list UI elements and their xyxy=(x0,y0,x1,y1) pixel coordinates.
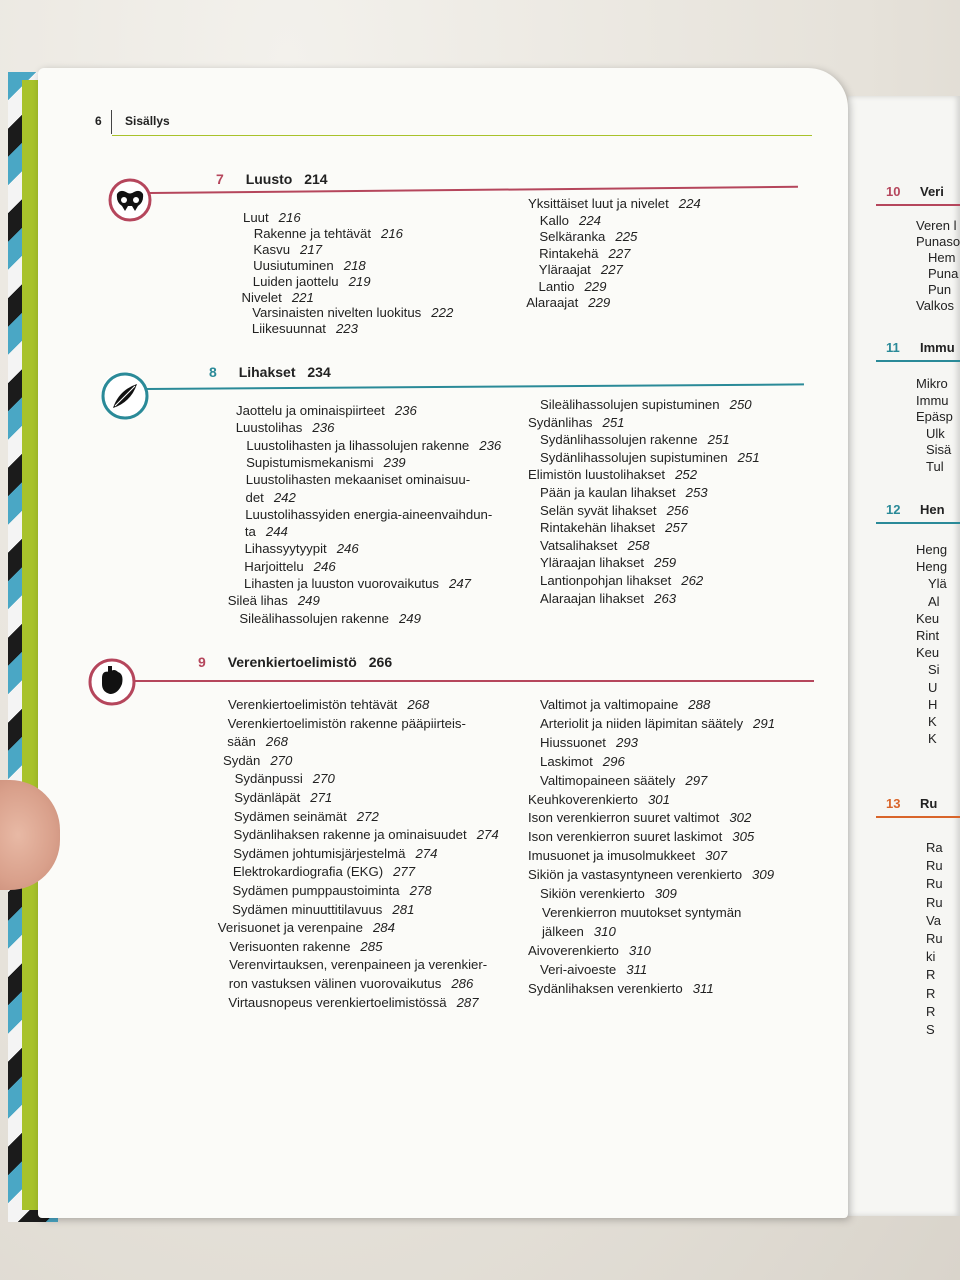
toc-entry-title: Rakenne ja tehtävät xyxy=(253,225,371,241)
chapter-7-title xyxy=(216,171,328,187)
toc-entry-title: Luustolihas xyxy=(235,420,303,436)
toc-entry-page: 272 xyxy=(356,808,379,824)
right-toc-entry: Rint xyxy=(916,628,940,643)
header-rule xyxy=(112,135,812,136)
right-toc-entry: Ulk xyxy=(926,425,945,441)
toc-entry-page: 285 xyxy=(360,938,383,954)
toc-entry xyxy=(242,290,314,305)
toc-entry-title: Harjoittelu xyxy=(244,558,304,574)
toc-entry-title: Yläraajan lihakset xyxy=(540,555,645,571)
toc-entry-title: ron vastuksen välinen vuorovaikutus xyxy=(228,976,442,991)
toc-entry xyxy=(228,697,429,712)
toc-entry-page: 247 xyxy=(449,576,472,591)
toc-entry-page: 252 xyxy=(675,467,698,483)
toc-entry-title: Sikiön verenkierto xyxy=(540,886,645,901)
toc-entry-title: Hiussuonet xyxy=(540,734,606,750)
heart-icon xyxy=(88,658,136,706)
right-chapter-number: 10 xyxy=(886,184,901,199)
toc-entry-page: 310 xyxy=(593,923,616,939)
toc-entry xyxy=(540,432,730,447)
toc-entry xyxy=(540,591,676,606)
toc-entry xyxy=(540,573,703,588)
toc-entry-page: 301 xyxy=(647,791,670,807)
toc-entry-page: 216 xyxy=(381,225,404,241)
toc-entry-page: 224 xyxy=(579,212,602,228)
toc-entry-title: Supistumismekanismi xyxy=(246,454,374,470)
toc-entry-page: 268 xyxy=(407,697,430,712)
toc-entry-page: 296 xyxy=(602,753,625,769)
right-chapter-number: 12 xyxy=(886,502,901,517)
toc-entry-page: 284 xyxy=(372,920,395,936)
toc-entry-page: 224 xyxy=(678,196,701,211)
page-header xyxy=(95,114,170,128)
right-toc-entry: Punaso xyxy=(916,234,960,249)
toc-entry-title: Imusuonet ja imusolmukkeet xyxy=(528,848,696,864)
toc-entry xyxy=(540,962,647,977)
toc-entry-title: Nivelet xyxy=(241,289,282,305)
toc-entry xyxy=(528,467,697,482)
toc-entry xyxy=(235,771,335,786)
toc-entry-page: 259 xyxy=(654,555,677,571)
right-chapter-rule xyxy=(876,360,960,362)
right-toc-entry: Pun xyxy=(928,282,952,297)
right-toc-entry: Tul xyxy=(926,458,944,474)
toc-entry xyxy=(528,829,754,844)
toc-entry xyxy=(540,716,775,731)
chapter-8-title xyxy=(209,364,331,380)
toc-entry xyxy=(540,450,760,465)
right-toc-entry: K xyxy=(928,731,937,747)
right-toc-entry: Hem xyxy=(928,250,956,265)
toc-entry xyxy=(540,773,707,788)
toc-entry xyxy=(229,939,382,954)
toc-entry-title: Sileälihassolujen supistuminen xyxy=(540,397,720,412)
contents-page xyxy=(38,68,848,1218)
toc-entry xyxy=(246,472,470,487)
right-chapter-rule xyxy=(876,204,960,206)
toc-entry xyxy=(254,226,403,241)
toc-entry xyxy=(228,716,466,731)
toc-entry-page: 236 xyxy=(312,420,335,436)
toc-entry-title: Varsinaisten nivelten luokitus xyxy=(252,305,422,321)
toc-entry xyxy=(239,611,421,626)
toc-entry-title: Luiden jaottelu xyxy=(252,273,339,289)
toc-entry xyxy=(540,886,677,901)
right-toc-entry: S xyxy=(926,1022,935,1037)
right-chapter-number: 11 xyxy=(886,340,900,355)
toc-entry-page: 227 xyxy=(608,245,631,261)
toc-entry-page: 311 xyxy=(626,961,648,977)
toc-entry-page: 251 xyxy=(602,414,625,430)
right-page xyxy=(848,96,960,1216)
toc-entry xyxy=(244,559,335,574)
toc-entry xyxy=(528,981,714,996)
toc-entry-page: 274 xyxy=(476,827,499,843)
toc-entry xyxy=(246,490,296,505)
chapter-9-title xyxy=(198,654,392,670)
toc-entry xyxy=(227,734,288,749)
toc-entry xyxy=(245,541,359,556)
toc-entry-title: Sydänlihassolujen supistuminen xyxy=(540,449,728,465)
toc-entry-title: Sikiön ja vastasyntyneen verenkierto xyxy=(528,867,743,883)
right-toc-entry: Ra xyxy=(926,840,943,855)
toc-entry xyxy=(528,792,670,807)
toc-entry-page: 263 xyxy=(654,590,677,606)
toc-entry-page: 281 xyxy=(392,901,415,917)
toc-entry xyxy=(246,455,406,470)
right-chapter-title: Ru xyxy=(920,796,938,811)
toc-entry-page: 305 xyxy=(732,829,755,845)
toc-entry-page: 262 xyxy=(681,573,704,588)
toc-entry-page: 293 xyxy=(615,734,638,750)
toc-entry xyxy=(542,905,741,920)
toc-entry xyxy=(542,924,616,939)
right-toc-entry: R xyxy=(926,1003,936,1019)
toc-entry xyxy=(223,753,292,768)
right-chapter-title: Veri xyxy=(920,184,944,199)
right-toc-entry: Valkos xyxy=(916,298,955,313)
toc-entry-page: 244 xyxy=(265,524,288,540)
toc-entry-page: 278 xyxy=(409,883,432,898)
toc-entry xyxy=(218,920,395,935)
right-toc-entry: H xyxy=(928,696,938,712)
toc-entry-page: 258 xyxy=(627,537,650,553)
toc-entry-title: det xyxy=(245,489,264,505)
toc-entry-page: 270 xyxy=(312,771,335,787)
toc-entry-title: Sileälihassolujen rakenne xyxy=(239,610,389,626)
toc-entry xyxy=(528,196,701,211)
right-toc-entry: Ru xyxy=(926,858,943,874)
toc-entry-page: 223 xyxy=(335,321,358,337)
right-toc-entry: Heng xyxy=(916,559,948,575)
right-toc-entry: Mikro xyxy=(916,376,948,391)
toc-entry-title: Uusiutuminen xyxy=(253,257,334,273)
toc-entry-page: 229 xyxy=(584,278,607,294)
right-toc-entry: Si xyxy=(928,662,940,678)
muscle-icon xyxy=(101,372,149,420)
toc-entry-title: Selkäranka xyxy=(539,229,606,244)
toc-entry-title: Lihasten ja luuston vuorovaikutus xyxy=(244,576,440,591)
toc-entry-title: Vatsalihakset xyxy=(540,537,618,553)
toc-entry-page: 297 xyxy=(685,772,708,788)
toc-entry-page: 221 xyxy=(291,289,314,305)
right-toc-entry: Sisä xyxy=(926,442,952,457)
toc-entry-title: Veri-aivoeste xyxy=(540,961,617,977)
right-chapter-number: 13 xyxy=(886,796,901,811)
toc-entry-title: Ison verenkierron suuret valtimot xyxy=(528,810,720,826)
toc-entry-page: 309 xyxy=(752,867,775,883)
toc-entry-page: 246 xyxy=(313,558,336,574)
toc-entry xyxy=(228,593,320,608)
toc-entry xyxy=(234,790,332,805)
toc-entry-title: Lihassyytyypit xyxy=(244,541,327,557)
toc-entry xyxy=(253,258,366,273)
toc-entry-title: Verenvirtauksen, verenpaineen ja verenkier- xyxy=(229,957,488,973)
toc-entry-page: 218 xyxy=(343,257,366,273)
right-toc-entry: Heng xyxy=(916,542,948,557)
toc-entry xyxy=(233,846,437,861)
toc-entry-title: jälkeen xyxy=(542,923,584,939)
toc-entry-page: 302 xyxy=(729,810,752,826)
toc-entry-title: Aivoverenkierto xyxy=(528,942,619,958)
toc-entry xyxy=(252,305,453,320)
right-toc-entry: Ru xyxy=(926,894,943,910)
toc-entry-title: Verisuonet ja verenpaine xyxy=(217,920,363,936)
right-toc-entry: Epäsp xyxy=(916,409,953,424)
right-toc-entry: K xyxy=(928,714,937,729)
toc-entry-page: 222 xyxy=(431,305,454,321)
toc-entry-title: Arteriolit ja niiden läpimitan säätely xyxy=(540,715,744,731)
toc-entry xyxy=(243,210,301,225)
toc-entry-title: Sydämen pumppaustoiminta xyxy=(232,883,400,898)
toc-entry-page: 219 xyxy=(348,273,371,289)
toc-entry-page: 217 xyxy=(300,241,323,257)
right-toc-entry: Ru xyxy=(926,931,943,946)
toc-entry-title: Luustolihasten ja lihassolujen rakenne xyxy=(246,437,470,453)
toc-entry xyxy=(540,538,649,553)
toc-entry-title: Luustolihasten mekaaniset ominaisuu- xyxy=(245,472,471,488)
toc-entry xyxy=(253,242,322,257)
right-chapter-title: Hen xyxy=(920,502,945,517)
chapter-page: 266 xyxy=(368,654,393,670)
toc-entry-title: Valtimopaineen säätely xyxy=(540,772,676,788)
right-toc-entry: Keu xyxy=(916,645,940,661)
toc-entry-title: Sileä lihas xyxy=(227,593,288,609)
right-toc-entry: ki xyxy=(926,949,936,965)
toc-entry-title: Luustolihassyiden energia-aineenvaihdun- xyxy=(245,506,493,522)
right-toc-entry: Veren l xyxy=(916,218,957,233)
toc-entry-title: Yläraajat xyxy=(538,262,591,277)
toc-entry-title: Rintakehä xyxy=(539,245,599,261)
toc-entry-title: Sydämen minuuttitilavuus xyxy=(232,901,383,917)
toc-entry xyxy=(229,976,474,991)
toc-entry-title: Kasvu xyxy=(253,241,291,257)
toc-entry-page: 286 xyxy=(451,976,474,991)
toc-entry xyxy=(540,735,638,750)
toc-entry xyxy=(234,809,379,824)
toc-entry-title: Ison verenkierron suuret laskimot xyxy=(528,829,723,845)
toc-entry-page: 239 xyxy=(383,454,406,470)
toc-entry xyxy=(245,524,288,539)
toc-entry xyxy=(539,262,623,277)
toc-entry-page: 287 xyxy=(456,994,479,1010)
chapter-number: 7 xyxy=(216,171,224,187)
toc-entry-page: 310 xyxy=(628,942,651,958)
toc-entry-page: 227 xyxy=(600,262,623,277)
toc-entry-page: 291 xyxy=(753,715,776,731)
toc-entry-title: Elimistön luustolihakset xyxy=(528,467,666,483)
toc-entry xyxy=(539,229,637,244)
toc-entry-title: Kallo xyxy=(539,212,570,228)
toc-entry-title: Sydänlihas xyxy=(528,414,593,430)
toc-entry-title: Pään ja kaulan lihakset xyxy=(540,485,676,500)
toc-entry-title: Verenkiertoelimistön tehtävät xyxy=(228,697,398,712)
toc-entry-page: 277 xyxy=(393,864,416,880)
toc-entry-title: ta xyxy=(244,524,256,540)
toc-entry-title: Virtausnopeus verenkiertoelimistössä xyxy=(228,994,447,1010)
toc-entry-page: 270 xyxy=(270,752,293,768)
toc-entry-page: 249 xyxy=(398,610,421,626)
toc-entry-page: 274 xyxy=(415,845,438,861)
right-toc-entry: Ru xyxy=(926,876,943,892)
chapter-page: 214 xyxy=(304,171,328,187)
chapter-9-rule xyxy=(134,680,814,682)
toc-entry-title: sään xyxy=(227,734,256,750)
toc-entry-title: Laskimot xyxy=(540,753,593,769)
chapter-8-badge xyxy=(101,372,145,416)
right-chapter-rule xyxy=(876,522,960,524)
section-title: Sisällys xyxy=(125,114,170,128)
chapter-name: Verenkiertoelimistö xyxy=(227,654,357,670)
toc-entry xyxy=(229,957,487,972)
toc-entry xyxy=(236,420,335,435)
toc-entry-title: Alaraajat xyxy=(526,295,579,310)
toc-entry xyxy=(540,754,625,769)
toc-entry-page: 242 xyxy=(273,489,296,505)
toc-entry-title: Liikesuunnat xyxy=(251,321,326,337)
toc-entry-title: Lantionpohjan lihakset xyxy=(540,573,672,588)
toc-entry-page: 271 xyxy=(310,790,333,805)
chapter-name: Luusto xyxy=(245,171,293,187)
toc-entry-page: 229 xyxy=(588,295,611,310)
toc-entry xyxy=(228,995,478,1010)
toc-entry-page: 251 xyxy=(737,449,760,465)
toc-entry-title: Verenkierron muutokset syntymän xyxy=(542,904,742,920)
toc-entry xyxy=(540,485,708,500)
toc-entry xyxy=(540,397,752,412)
toc-entry xyxy=(236,403,417,418)
toc-entry-page: 288 xyxy=(688,697,711,712)
chapter-number: 8 xyxy=(209,364,217,380)
toc-entry-title: Verisuonten rakenne xyxy=(229,938,351,954)
toc-entry-title: Verenkiertoelimistön rakenne pääpiirteis- xyxy=(227,715,466,731)
chapter-9-badge xyxy=(88,658,132,702)
right-toc-entry: Keu xyxy=(916,610,940,626)
toc-entry xyxy=(539,279,607,294)
right-toc-entry: Immu xyxy=(916,392,949,408)
right-toc-entry: Ylä xyxy=(928,576,947,592)
toc-entry-page: 225 xyxy=(615,229,638,244)
toc-entry-title: Sydän xyxy=(222,752,261,768)
toc-entry-title: Jaottelu ja ominaispiirteet xyxy=(236,403,385,418)
toc-entry-title: Alaraajan lihakset xyxy=(540,590,645,606)
toc-entry-page: 257 xyxy=(665,520,688,536)
right-chapter-title: Immu xyxy=(920,340,955,355)
toc-entry-title: Lantio xyxy=(538,278,575,294)
toc-entry-title: Sydänläpät xyxy=(234,790,301,805)
toc-entry-page: 309 xyxy=(654,886,677,901)
toc-entry-title: Yksittäiset luut ja nivelet xyxy=(528,196,669,211)
toc-entry xyxy=(526,295,610,310)
toc-entry xyxy=(540,503,689,518)
right-toc-entry: Va xyxy=(926,912,941,928)
header-separator xyxy=(111,110,112,134)
toc-entry xyxy=(244,576,471,591)
toc-entry-title: Sydänlihassolujen rakenne xyxy=(540,432,698,448)
toc-entry xyxy=(253,274,371,289)
toc-entry-page: 236 xyxy=(479,437,502,453)
toc-entry-title: Sydänpussi xyxy=(234,771,303,787)
toc-entry xyxy=(540,555,676,570)
toc-entry-page: 307 xyxy=(705,848,728,864)
toc-entry xyxy=(246,438,501,453)
toc-entry xyxy=(528,943,651,958)
toc-entry-title: Sydänlihaksen rakenne ja ominaisuudet xyxy=(233,827,467,843)
toc-entry xyxy=(528,810,751,825)
toc-entry-page: 249 xyxy=(297,593,320,609)
toc-entry xyxy=(539,246,630,261)
toc-entry-title: Sydämen seinämät xyxy=(233,808,347,824)
toc-entry-title: Rintakehän lihakset xyxy=(540,520,656,536)
chapter-7-badge xyxy=(108,178,152,222)
toc-entry-title: Elektrokardiografia (EKG) xyxy=(232,864,384,880)
toc-entry-title: Selän syvät lihakset xyxy=(540,502,657,518)
page-number: 6 xyxy=(95,114,102,128)
toc-entry-title: Keuhkoverenkierto xyxy=(528,791,638,807)
toc-entry xyxy=(528,848,727,863)
right-toc-entry: R xyxy=(926,967,936,983)
toc-entry-page: 256 xyxy=(666,502,689,518)
toc-entry-page: 246 xyxy=(336,541,359,557)
right-toc-entry: Al xyxy=(928,593,940,609)
toc-entry xyxy=(540,697,710,712)
toc-entry-title: Sydämen johtumisjärjestelmä xyxy=(233,845,406,861)
toc-entry-page: 250 xyxy=(729,397,752,412)
toc-entry-page: 236 xyxy=(394,403,417,418)
toc-entry xyxy=(245,507,492,522)
right-toc-entry: R xyxy=(926,985,936,1001)
right-toc-entry: Puna xyxy=(928,266,959,281)
right-toc-entry: U xyxy=(928,679,938,695)
toc-entry xyxy=(252,321,358,336)
toc-entry xyxy=(233,883,432,898)
right-chapter-rule xyxy=(876,816,960,818)
toc-entry-title: Valtimot ja valtimopaine xyxy=(540,697,679,712)
toc-entry-page: 216 xyxy=(278,210,301,225)
toc-entry-page: 253 xyxy=(685,485,708,500)
toc-entry-page: 251 xyxy=(707,432,730,448)
toc-entry xyxy=(234,827,499,842)
toc-entry xyxy=(232,902,414,917)
toc-entry xyxy=(528,867,774,882)
toc-entry xyxy=(233,864,415,879)
toc-entry-page: 311 xyxy=(692,980,714,996)
toc-entry-page: 268 xyxy=(265,734,288,750)
pelvis-icon xyxy=(108,178,152,222)
chapter-name: Lihakset xyxy=(238,364,296,380)
toc-entry-title: Sydänlihaksen verenkierto xyxy=(528,980,683,996)
chapter-number: 9 xyxy=(198,654,206,670)
toc-entry xyxy=(540,520,687,535)
chapter-page: 234 xyxy=(307,364,331,380)
toc-entry xyxy=(540,213,601,228)
toc-entry-title: Luut xyxy=(243,210,269,225)
toc-entry xyxy=(528,415,625,430)
